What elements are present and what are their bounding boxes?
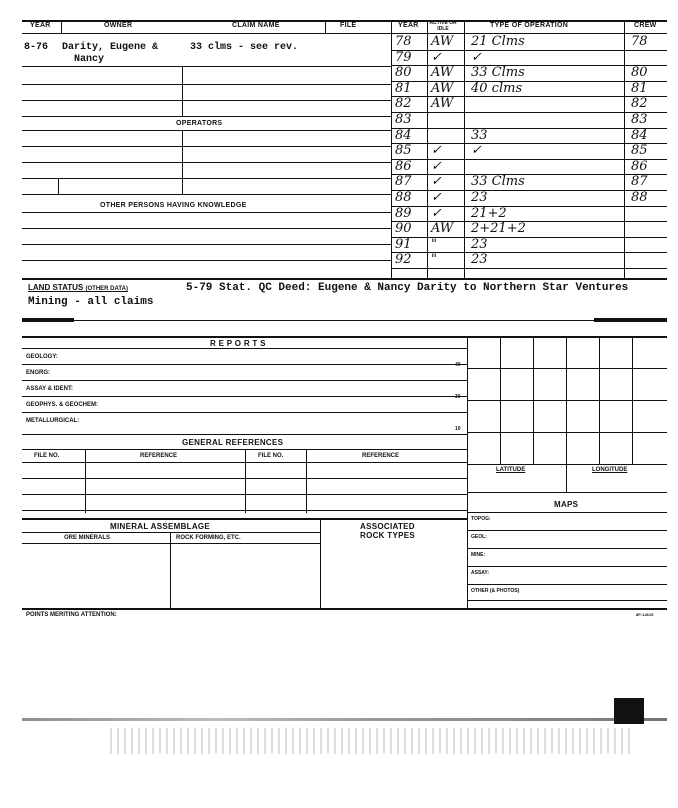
activity-operation: 33	[471, 127, 488, 143]
activity-year: 90	[395, 221, 412, 237]
activity-crew: 84	[631, 127, 648, 143]
other-persons-label: OTHER PERSONS HAVING KNOWLEDGE	[100, 202, 247, 209]
report-engrg-num: 40	[455, 362, 461, 368]
mineral-assemblage-title: MINERAL ASSEMBLAGE	[110, 522, 211, 531]
col-reference: REFERENCE	[140, 453, 178, 459]
activity-status: ✓	[431, 49, 442, 65]
header-year: YEAR	[30, 22, 51, 29]
header-year-2: YEAR	[398, 22, 419, 29]
activity-crew: 82	[631, 96, 648, 112]
activity-crew: 85	[631, 143, 648, 159]
latitude-label: LATITUDE	[496, 467, 526, 473]
ore-minerals-label: ORE MINERALS	[64, 535, 111, 541]
activity-year: 82	[395, 96, 412, 112]
owner-name-line2: Nancy	[74, 54, 105, 65]
activity-row	[391, 112, 667, 129]
activity-status: ✓	[431, 158, 442, 174]
owner-name-line1: Darity, Eugene &	[62, 42, 159, 53]
activity-operation: 23	[471, 252, 488, 268]
activity-operation: ✓	[471, 143, 482, 159]
activity-crew: 87	[631, 174, 648, 190]
activity-row	[391, 190, 667, 207]
report-geophys: GEOPHYS. & GEOCHEM:	[26, 402, 99, 408]
activity-year: 81	[395, 80, 412, 96]
longitude-label: LONGITUDE	[592, 467, 628, 473]
activity-status: AW	[431, 34, 454, 49]
activity-status: AW	[431, 96, 454, 112]
activity-status: ✓	[431, 143, 442, 159]
scan-noise-block	[614, 698, 644, 724]
report-geophys-num: 30	[455, 394, 461, 400]
activity-operation: 33 Clms	[471, 174, 525, 190]
operators-label: OPERATORS	[176, 120, 223, 127]
activity-year: 87	[395, 174, 412, 190]
col-file-no: FILE NO.	[34, 453, 60, 459]
activity-year: 83	[395, 112, 412, 127]
col-reference-2: REFERENCE	[362, 453, 400, 459]
activity-status: ✓	[431, 174, 442, 190]
activity-year: 80	[395, 65, 412, 81]
activity-operation: 2+21+2	[471, 221, 526, 237]
activity-year: 89	[395, 205, 412, 221]
header-file: FILE	[340, 22, 357, 29]
activity-status: "	[431, 236, 437, 252]
scan-noise-band	[22, 718, 667, 721]
header-active-or-idle: ACTIVE OR IDLE	[429, 20, 457, 32]
activity-status: AW	[431, 221, 454, 237]
report-metallurgical-num: 10	[455, 426, 461, 432]
header-type-of-operation: TYPE OF OPERATION	[490, 22, 569, 29]
activity-row	[391, 237, 667, 254]
maps-title: MAPS	[554, 500, 579, 509]
general-references-title: GENERAL REFERENCES	[182, 438, 284, 447]
points-meriting-attention-label: POINTS MERITING ATTENTION:	[26, 612, 117, 618]
activity-operation: 21+2	[471, 205, 507, 221]
map-other: OTHER (& PHOTOS)	[471, 588, 520, 594]
header-crew: CREW	[634, 22, 657, 29]
activity-operation: 33 Clms	[471, 65, 525, 81]
rock-forming-label: ROCK FORMING, ETC.	[176, 535, 241, 541]
activity-year: 86	[395, 158, 412, 174]
header-owner: OWNER	[104, 22, 133, 29]
report-assay: ASSAY & IDENT:	[26, 386, 74, 392]
activity-row	[391, 128, 667, 145]
form-number: 8P-14615	[636, 612, 654, 617]
activity-operation: 21 Clms	[471, 34, 525, 49]
activity-row	[391, 65, 667, 82]
activity-status: AW	[431, 80, 454, 96]
col-file-no-2: FILE NO.	[258, 453, 284, 459]
activity-year: 78	[395, 34, 412, 49]
activity-row	[391, 34, 667, 51]
activity-row	[391, 221, 667, 238]
land-status-text-line1: 5-79 Stat. QC Deed: Eugene & Nancy Darity to Northern Star Ventures	[186, 282, 629, 294]
land-status-text-line2: Mining - all claims	[28, 296, 154, 308]
activity-status: "	[431, 252, 437, 268]
activity-year: 84	[395, 127, 412, 143]
activity-status: ✓	[431, 190, 442, 205]
map-assay: ASSAY:	[471, 570, 490, 576]
activity-operation: 23	[471, 236, 488, 252]
scan-noise-smear	[110, 728, 630, 754]
activity-status: AW	[431, 65, 454, 81]
activity-crew: 83	[631, 112, 648, 127]
report-geology: GEOLOGY:	[26, 354, 58, 360]
activity-row	[391, 174, 667, 191]
reports-title: R E P O R T S	[210, 339, 266, 348]
land-status-title: LAND STATUS	[28, 283, 84, 292]
report-metallurgical: METALLURGICAL:	[26, 418, 80, 424]
activity-year: 85	[395, 143, 412, 159]
activity-row	[391, 159, 667, 176]
activity-crew: 86	[631, 158, 648, 174]
activity-operation: 23	[471, 190, 488, 205]
activity-status: ✓	[431, 205, 442, 221]
activity-operation: ✓	[471, 49, 482, 65]
activity-crew: 78	[631, 34, 648, 49]
activity-year: 79	[395, 49, 412, 65]
activity-row	[391, 206, 667, 223]
activity-crew: 88	[631, 190, 648, 205]
report-engrg: ENGRG:	[26, 370, 50, 376]
activity-row	[391, 252, 667, 269]
owner-claim: 33 clms - see rev.	[190, 42, 299, 53]
associated-rock-types-line1: ASSOCIATED	[360, 522, 415, 531]
header-claim-name: CLAIM NAME	[232, 22, 280, 29]
activity-year: 88	[395, 190, 412, 205]
land-status-label	[28, 283, 128, 292]
activity-year: 91	[395, 236, 412, 252]
map-topog: TOPOG:	[471, 516, 491, 522]
map-mine: MINE:	[471, 552, 486, 558]
activity-row	[391, 50, 667, 67]
activity-crew: 81	[631, 80, 648, 96]
land-status-sublabel: (OTHER DATA)	[85, 286, 128, 292]
activity-row	[391, 81, 667, 98]
activity-row	[391, 143, 667, 160]
map-geol: GEOL:	[471, 534, 487, 540]
activity-crew: 80	[631, 65, 648, 81]
associated-rock-types-line2: ROCK TYPES	[360, 531, 416, 540]
activity-row	[391, 96, 667, 113]
activity-operation: 40 clms	[471, 80, 523, 96]
owner-date: 8-76	[24, 42, 49, 53]
activity-year: 92	[395, 252, 412, 268]
